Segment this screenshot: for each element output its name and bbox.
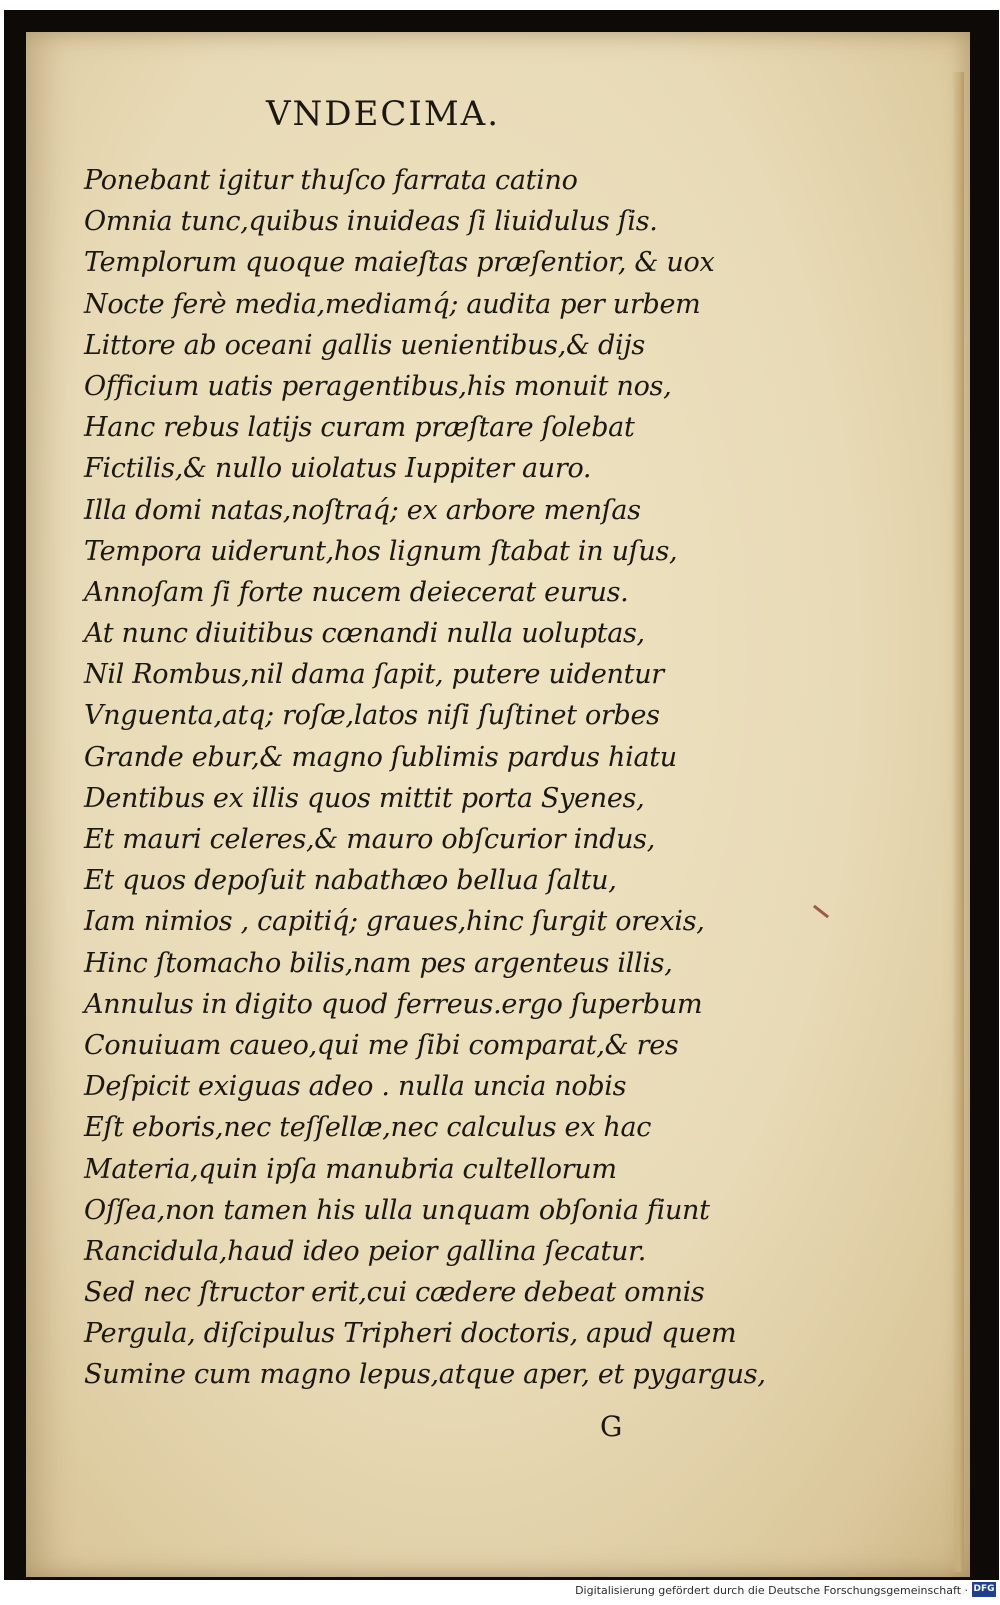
verse-line: Et quos depoſuit nabathæo bellua ſaltu,	[84, 865, 617, 897]
verse-line: Vnguenta,atq; roſæ,latos niſi ſuſtinet orbes	[84, 700, 660, 732]
ink-mark	[813, 905, 829, 918]
verse-line: Hanc rebus latijs curam præſtare ſolebat	[84, 412, 635, 444]
running-head: VNDECIMA.	[266, 94, 501, 134]
verse-line: Deſpicit exiguas adeo . nulla uncia nobis	[84, 1071, 627, 1103]
verse-line: Iam nimios , capitiq́; graues,hinc ſurgit orexis,	[84, 906, 705, 938]
verse-line: Eſt eboris,nec teſſellæ,nec calculus ex hac	[84, 1112, 652, 1144]
verse-line: Littore ab oceani gallis uenientibus,& dijs	[84, 329, 645, 361]
verse-line: Et mauri celeres,& mauro obſcurior indus,	[84, 824, 656, 855]
verse-line: Pergula, diſcipulus Tripheri doctoris, apud quem	[84, 1318, 737, 1350]
verse-line: Oſſea,non tamen his ulla unquam obſonia fiunt	[84, 1194, 710, 1226]
page-scan	[4, 10, 999, 1580]
signature-mark: G	[600, 1410, 623, 1443]
verse-line: At nunc diuitibus cœnandi nulla uoluptas,	[84, 618, 645, 650]
page-edge-shadow	[952, 72, 964, 1572]
verse-line: Rancidula,haud ideo peior gallina ſecatur.	[84, 1235, 647, 1267]
verse-line: Templorum quoque maieſtas præſentior, & uox	[84, 247, 715, 279]
verse-line: Sed nec ſtructor erit,cui cædere debeat omnis	[84, 1277, 705, 1309]
verse-line: Annoſam ſi forte nucem deiecerat eurus.	[84, 576, 629, 608]
verse-line: Nocte ferè media,mediamq́; audita per urbem	[84, 288, 701, 320]
verse-line: Fictilis,& nullo uiolatus Iuppiter auro.	[84, 453, 592, 485]
verse-line: Illa domi natas,noſtraq́; ex arbore menſas	[84, 494, 641, 526]
dfg-logo: DFG	[972, 1582, 996, 1597]
verse-text	[84, 160, 774, 1396]
verse-line: Hinc ſtomacho bilis,nam pes argenteus illis,	[84, 947, 673, 979]
book-page	[26, 32, 970, 1577]
verse-line: Conuiuam caueo,qui me ſibi comparat,& res	[84, 1029, 679, 1061]
verse-line: Tempora uiderunt,hos lignum ſtabat in uſus,	[84, 535, 678, 567]
verse-line: Omnia tunc,quibus inuideas ſi liuidulus ſis.	[84, 206, 658, 238]
verse-line: Grande ebur,& magno ſublimis pardus hiatu	[84, 741, 677, 773]
verse-line: Officium uatis peragentibus,his monuit nos,	[84, 370, 672, 402]
verse-line: Annulus in digito quod ferreus.ergo ſuperbum	[84, 988, 703, 1020]
digitization-credit: Digitalisierung gefördert durch die Deutsche Forschungsgemeinschaft ·	[575, 1584, 968, 1597]
verse-line: Dentibus ex illis quos mittit porta Syenes,	[84, 782, 645, 814]
verse-line: Ponebant igitur thuſco farrata catino	[84, 165, 578, 196]
verse-line: Nil Rombus,nil dama ſapit, putere uidentur	[84, 659, 664, 691]
verse-line: Materia,quin ipſa manubria cultellorum	[84, 1153, 617, 1185]
verse-line: Sumine cum magno lepus,atque aper, et pygargus,	[84, 1359, 766, 1391]
